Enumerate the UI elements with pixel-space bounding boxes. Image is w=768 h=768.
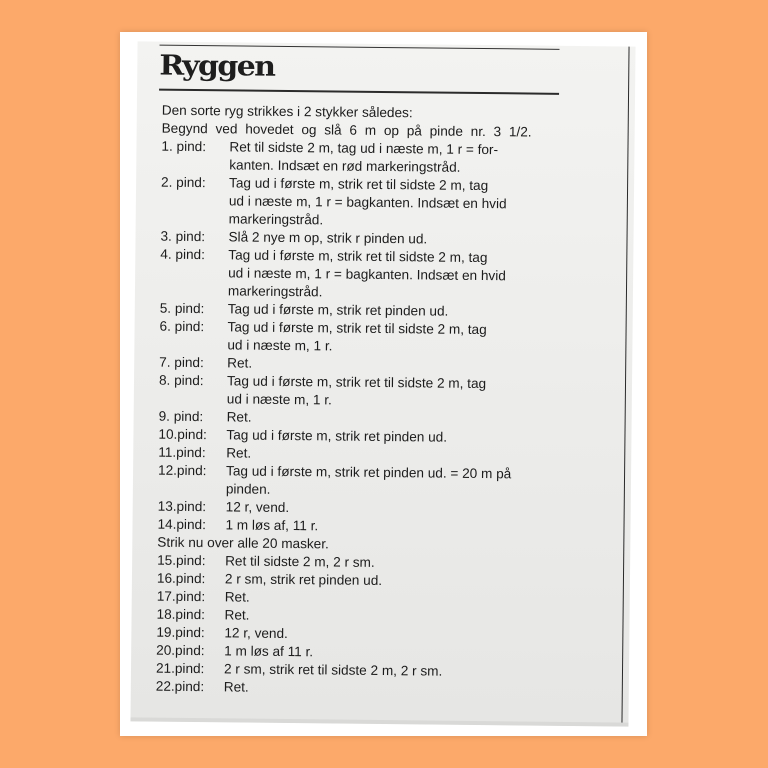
step-text-line: Ret. <box>224 607 250 623</box>
heading-rule <box>159 89 559 95</box>
step-text-line: kanten. Indsæt en rød markeringstråd. <box>229 157 461 175</box>
step-label: 19.pind: <box>156 624 205 641</box>
step-text-line: Tag ud i første m, strik ret til sidste 2 m, tag <box>227 319 487 338</box>
step-text-line: 1 m løs af 11 r. <box>224 643 314 660</box>
step-text-line: ud i næste m, 1 r = bagkanten. Indsæt en hvid <box>228 193 507 212</box>
step-label: 4. pind: <box>160 246 206 263</box>
step-label: 20.pind: <box>156 642 205 659</box>
step-text-line: markeringstråd. <box>227 283 323 300</box>
step-text <box>229 174 612 232</box>
step-row <box>156 678 606 701</box>
step-text-line: ud i næste m, 1 r. <box>226 391 332 408</box>
step-text-line: Slå 2 nye m op, strik r pinden ud. <box>228 229 428 247</box>
step-label: 21.pind: <box>155 660 205 677</box>
step-text-line: Ret til sidste 2 m, 2 r sm. <box>225 553 375 570</box>
step-text <box>228 246 611 304</box>
step-text-line: Tag ud i første m, strik ret til sidste 2 m, tag <box>229 175 489 194</box>
step-label: 1. pind: <box>161 138 207 155</box>
step-text-line: Tag ud i første m, strik ret pinden ud. <box>227 301 449 319</box>
step-label: 10.pind: <box>158 426 207 443</box>
step-label: 9. pind: <box>158 408 204 425</box>
step-text <box>227 372 609 412</box>
step-label: 11.pind: <box>158 444 206 461</box>
step-label: 8. pind: <box>158 372 204 389</box>
step-text-line: pinden. <box>225 481 271 497</box>
step-row <box>159 318 609 359</box>
step-text-line: Tag ud i første m, strik ret til sidste 2 m, tag <box>226 373 487 392</box>
step-label: 17.pind: <box>156 588 206 605</box>
step-row <box>158 462 608 503</box>
step-text-line: Tag ud i første m, strik ret til sidste 2 m, tag <box>228 247 488 266</box>
pattern-body <box>156 102 612 701</box>
step-label: 6. pind: <box>159 318 205 335</box>
steps-list <box>157 138 611 539</box>
step-text-line: ud i næste m, 1 r = bagkanten. Indsæt en hvid <box>228 265 506 284</box>
printed-page <box>130 41 635 726</box>
step-text-line: Tag ud i første m, strik ret pinden ud. <box>226 427 448 445</box>
page-heading: Ryggen <box>159 49 275 84</box>
step-text-line: 2 r sm, strik ret til sidste 2 m, 2 r sm. <box>223 661 443 679</box>
step-label: 14.pind: <box>157 516 206 533</box>
step-label: 5. pind: <box>159 300 205 317</box>
step-text-line: Ret til sidste 2 m, tag ud i næste m, 1 r = for- <box>229 139 499 158</box>
step-label: 18.pind: <box>156 606 206 623</box>
step-text-line: 12 r, vend. <box>224 625 288 642</box>
step-row <box>161 138 611 179</box>
step-label: 22.pind: <box>155 678 205 695</box>
step-text-line: Ret. <box>224 589 250 605</box>
top-rule <box>160 45 560 50</box>
step-text <box>226 462 608 502</box>
step-text-line: markeringstråd. <box>228 211 324 228</box>
step-label: 15.pind: <box>157 552 206 569</box>
step-text-line: 12 r, vend. <box>225 499 290 516</box>
intro-line: Begynd ved hovedet og slå 6 m op på pinde nr. 3 1/2. <box>161 120 532 140</box>
step-row <box>161 174 612 233</box>
step-label: 16.pind: <box>156 570 206 587</box>
step-text-line: Tag ud i første m, strik ret pinden ud. = 20 m på <box>226 463 512 482</box>
step-label: 13.pind: <box>157 498 207 515</box>
step-text-line: Ret. <box>226 409 252 425</box>
step-text-line: Ret. <box>223 679 249 695</box>
intro-line: Den sorte ryg strikkes i 2 stykker således: <box>161 102 413 121</box>
step-text <box>224 678 606 700</box>
steps-list <box>156 552 607 701</box>
step-row <box>159 372 609 413</box>
step-label: 12.pind: <box>158 462 207 479</box>
step-text-line: Ret. <box>226 445 252 461</box>
step-text-line: 1 m løs af, 11 r. <box>225 517 319 534</box>
step-text <box>227 318 609 358</box>
step-text <box>229 138 611 178</box>
middle-instruction: Strik nu over alle 20 masker. <box>157 534 329 552</box>
step-label: 2. pind: <box>161 174 206 191</box>
step-label: 3. pind: <box>160 228 206 245</box>
step-text-line: 2 r sm, strik ret pinden ud. <box>224 571 383 589</box>
step-text-line: ud i næste m, 1 r. <box>227 337 333 354</box>
page-edge-line <box>621 47 629 727</box>
step-label: 7. pind: <box>159 354 204 371</box>
step-text-line: Ret. <box>227 355 253 371</box>
step-row <box>160 246 611 305</box>
